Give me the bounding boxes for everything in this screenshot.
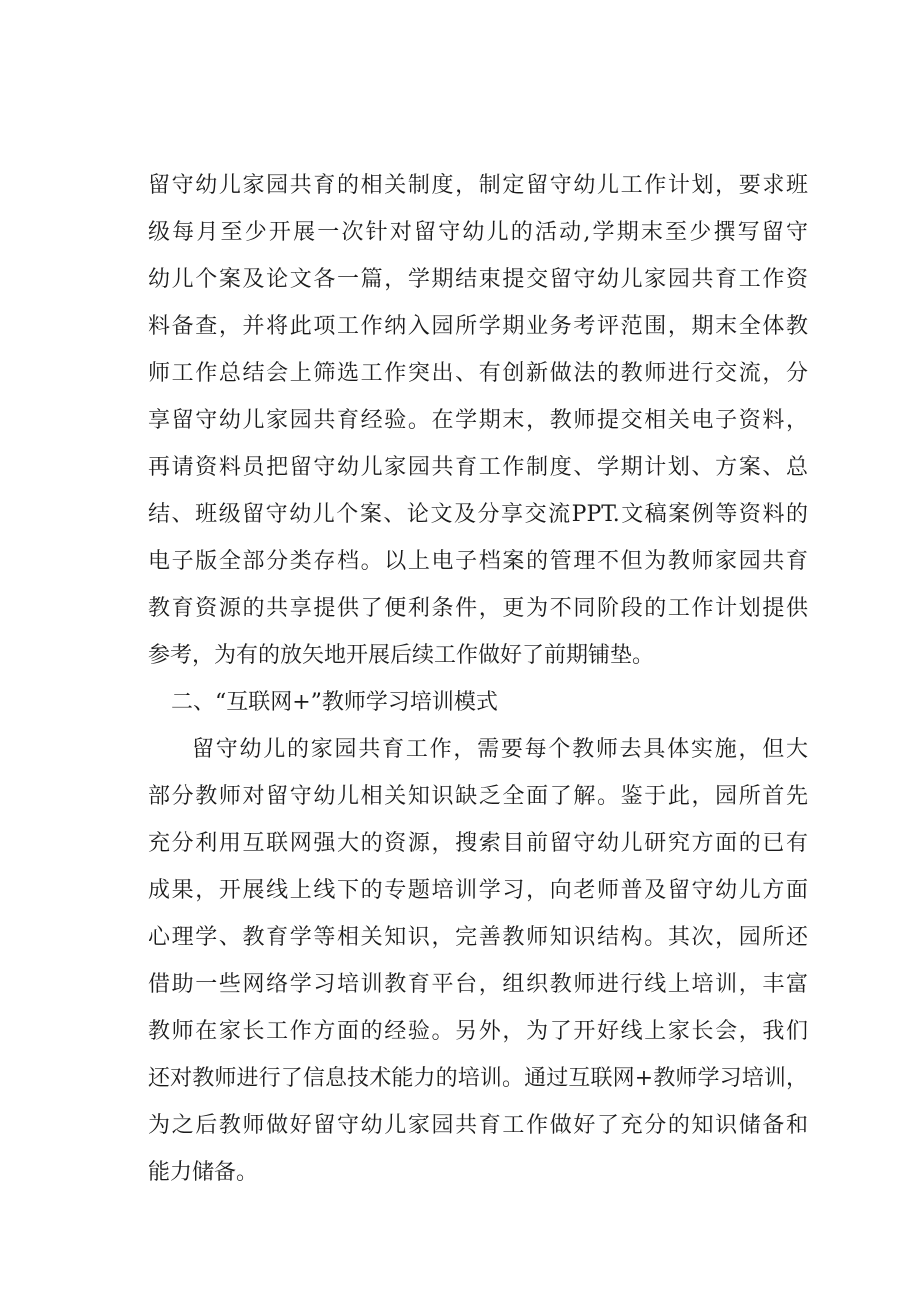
paragraph-line: 电子版全部分类存档。以上电子档案的管理不但为教师家园共育 — [148, 549, 808, 574]
paragraph-line: 幼儿个案及论文各一篇，学期结束提交留守幼儿家园共育工作资 — [148, 267, 808, 292]
paragraph-1 — [148, 162, 808, 679]
paragraph-line: 还对教师进行了信息技术能力的培训。通过互联网+教师学习培训， — [148, 1066, 808, 1091]
section-heading: 二、“互联网+”教师学习培训模式 — [171, 690, 498, 715]
paragraph-line: 师工作总结会上筛选工作突出、有创新做法的教师进行交流，分 — [148, 361, 808, 386]
paragraph-line: 留守幼儿的家园共育工作，需要每个教师去具体实施，但大 — [192, 737, 808, 762]
paragraph-line: 为之后教师做好留守幼儿家园共育工作做好了充分的知识储备和 — [148, 1113, 808, 1138]
paragraph-line: 能力储备。 — [148, 1160, 259, 1185]
paragraph-line: 料备查，并将此项工作纳入园所学期业务考评范围，期末全体教 — [148, 314, 808, 339]
paragraph-line: 参考，为有的放矢地开展后续工作做好了前期铺垫。 — [148, 643, 655, 668]
paragraph-line: 级每月至少开展一次针对留守幼儿的活动,学期末至少撰写留守 — [148, 220, 808, 245]
paragraph-line: 充分利用互联网强大的资源，搜索目前留守幼儿研究方面的已有 — [148, 831, 808, 856]
paragraph-line: 再请资料员把留守幼儿家园共育工作制度、学期计划、方案、总 — [148, 455, 808, 480]
paragraph-line: 成果，开展线上线下的专题培训学习，向老师普及留守幼儿方面 — [148, 878, 808, 903]
paragraph-line: 心理学、教育学等相关知识，完善教师知识结构。其次，园所还 — [148, 925, 808, 950]
paragraph-line: 留守幼儿家园共育的相关制度，制定留守幼儿工作计划，要求班 — [148, 173, 808, 198]
paragraph-line: 教师在家长工作方面的经验。另外，为了开好线上家长会，我们 — [148, 1019, 808, 1044]
paragraph-line: 部分教师对留守幼儿相关知识缺乏全面了解。鉴于此，园所首先 — [148, 784, 808, 809]
paragraph-line: 教育资源的共享提供了便利条件，更为不同阶段的工作计划提供 — [148, 596, 808, 621]
paragraph-line: 享留守幼儿家园共育经验。在学期末，教师提交相关电子资料， — [148, 408, 808, 433]
paragraph-2 — [148, 726, 808, 1196]
document-body — [148, 162, 808, 1196]
paragraph-line: 结、班级留守幼儿个案、论文及分享交流PPT.文稿案例等资料的 — [148, 502, 808, 527]
paragraph-line: 借助一些网络学习培训教育平台，组织教师进行线上培训，丰富 — [148, 972, 808, 997]
